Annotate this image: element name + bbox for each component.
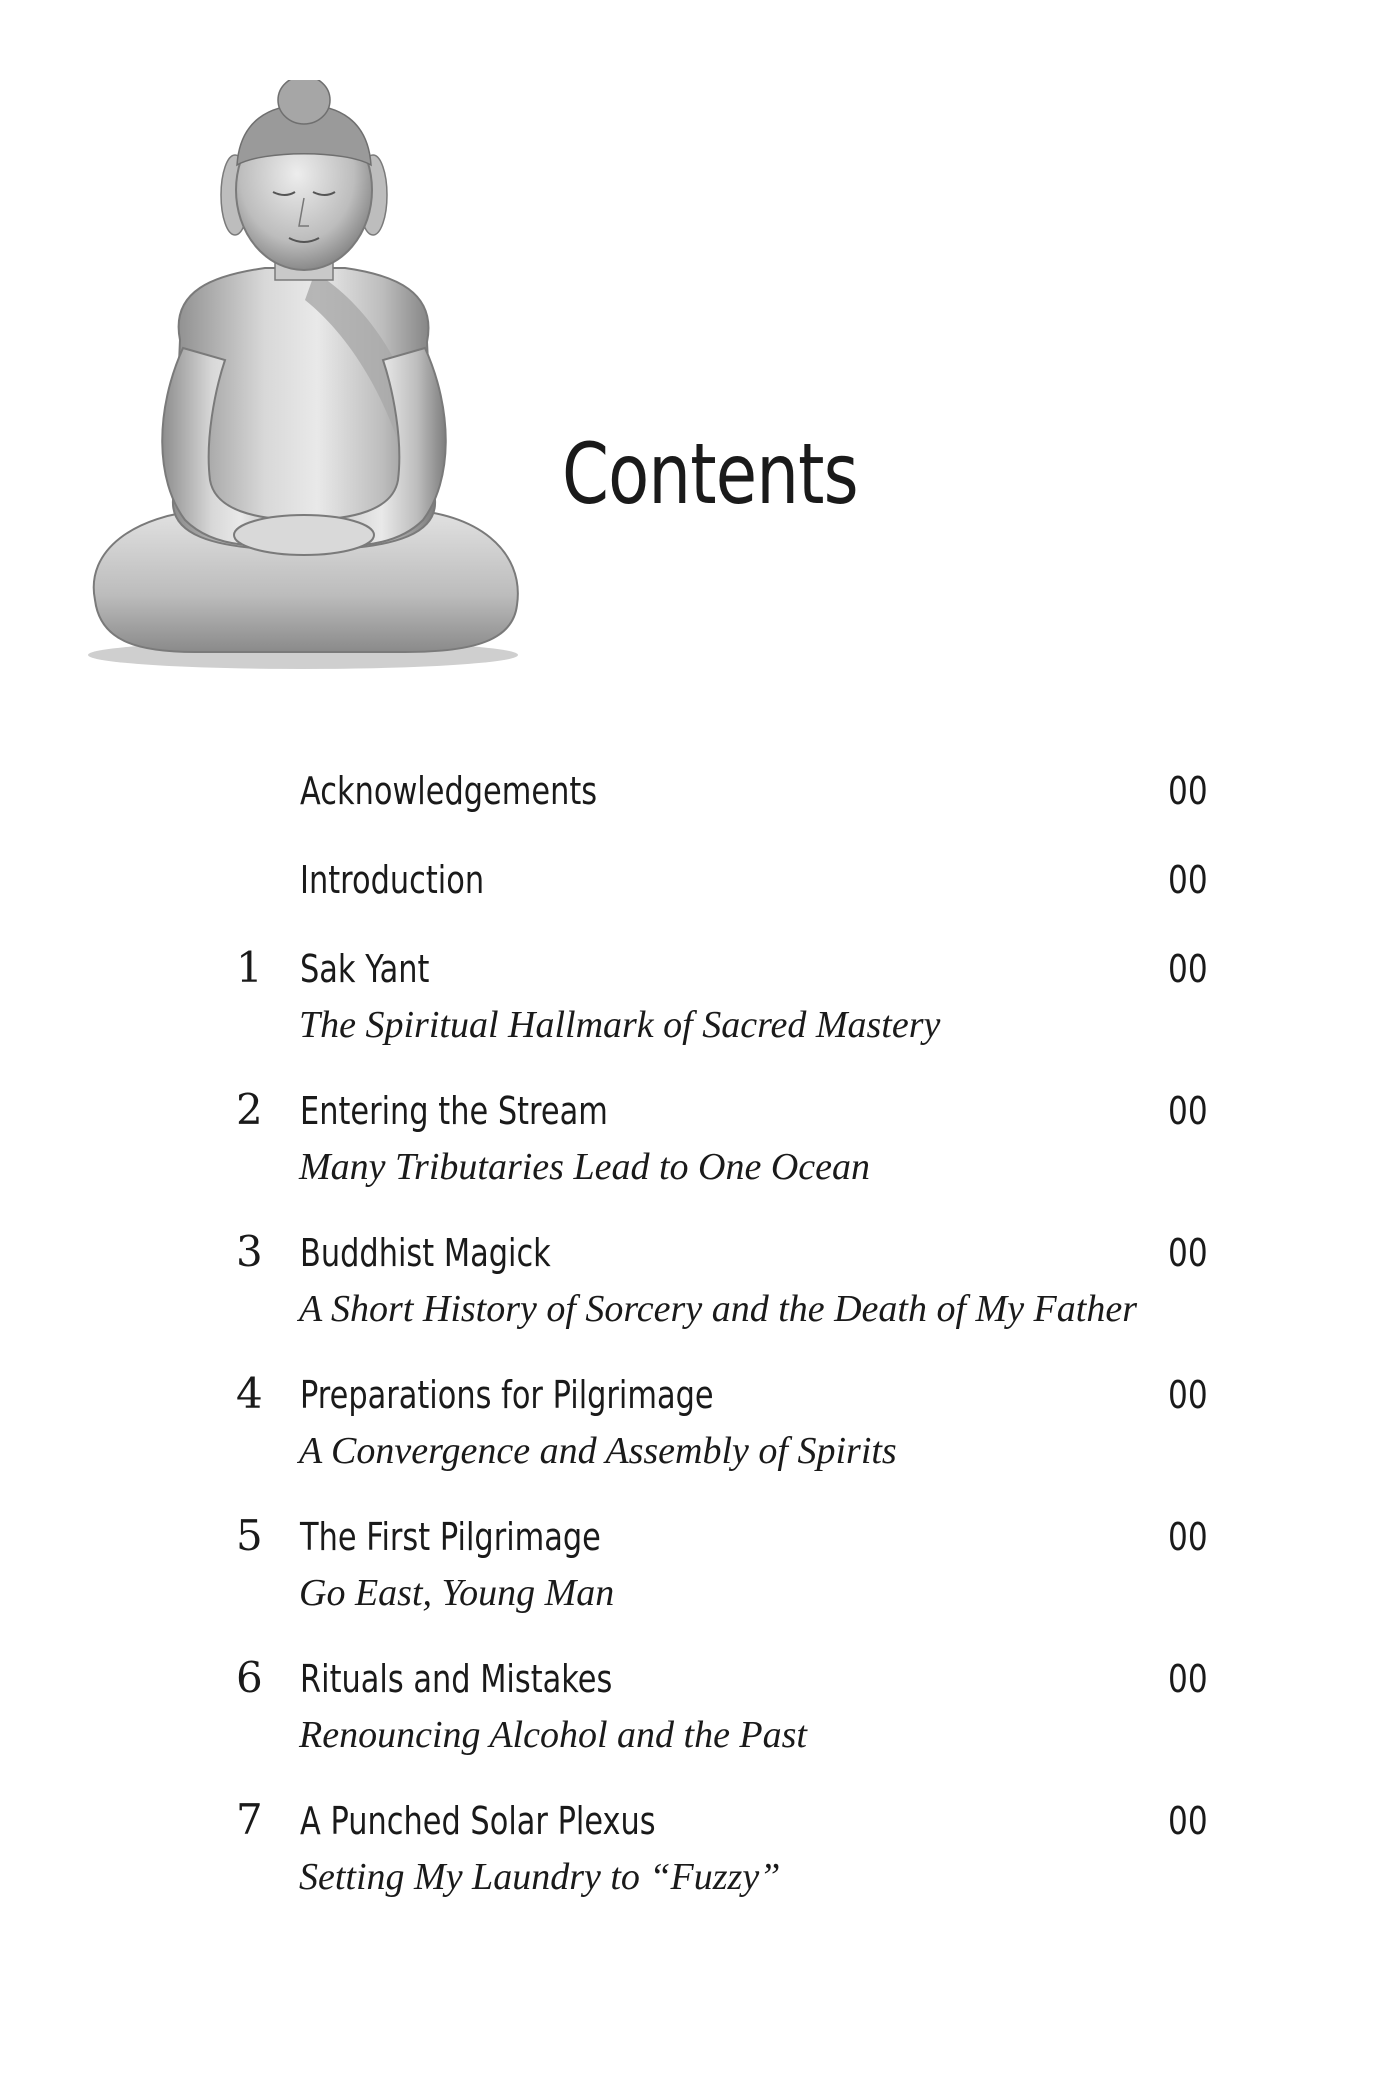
toc-page-number: 00: [1168, 1515, 1208, 1559]
toc-page-number: 00: [1168, 1657, 1208, 1701]
toc-chapter-subtitle: Many Tributaries Lead to One Ocean: [299, 1146, 871, 1188]
toc-chapter-number: 4: [236, 1369, 263, 1418]
toc-chapter-title: Preparations for Pilgrimage: [300, 1373, 714, 1417]
toc-chapter-number: 2: [236, 1085, 263, 1134]
buddha-statue-icon: [75, 80, 535, 680]
toc-chapter-number: 7: [236, 1795, 263, 1844]
toc-page-number: 00: [1168, 1089, 1208, 1133]
toc-chapter-subtitle: Renouncing Alcohol and the Past: [299, 1714, 807, 1756]
toc-chapter-subtitle: Setting My Laundry to “Fuzzy”: [299, 1856, 781, 1898]
toc-chapter-number: 5: [236, 1511, 263, 1560]
toc-chapter-subtitle: The Spiritual Hallmark of Sacred Mastery: [299, 1004, 941, 1046]
toc-chapter-subtitle: Go East, Young Man: [299, 1572, 615, 1614]
toc-chapter-title: Buddhist Magick: [300, 1231, 551, 1275]
toc-chapter-title: Introduction: [300, 858, 485, 902]
toc-chapter-title: The First Pilgrimage: [300, 1515, 601, 1559]
toc-chapter-number: 6: [236, 1653, 263, 1702]
toc-page-number: 00: [1168, 769, 1208, 813]
toc-chapter-number: 3: [236, 1227, 263, 1276]
toc-chapter-title: Sak Yant: [300, 947, 430, 991]
toc-chapter-subtitle: A Convergence and Assembly of Spirits: [299, 1430, 897, 1472]
toc-page-number: 00: [1168, 858, 1208, 902]
toc-chapter-subtitle: A Short History of Sorcery and the Death of My Father: [299, 1288, 1137, 1330]
toc-page-number: 00: [1168, 1373, 1208, 1417]
toc-chapter-title: Rituals and Mistakes: [300, 1657, 613, 1701]
toc-page-number: 00: [1168, 1231, 1208, 1275]
toc-chapter-title: A Punched Solar Plexus: [300, 1799, 656, 1843]
toc-chapter-title: Entering the Stream: [300, 1089, 608, 1133]
page-title: Contents: [562, 425, 858, 523]
toc-page-number: 00: [1168, 947, 1208, 991]
toc-chapter-title: Acknowledgements: [300, 769, 598, 813]
toc-page-number: 00: [1168, 1799, 1208, 1843]
toc-chapter-number: 1: [236, 943, 263, 992]
